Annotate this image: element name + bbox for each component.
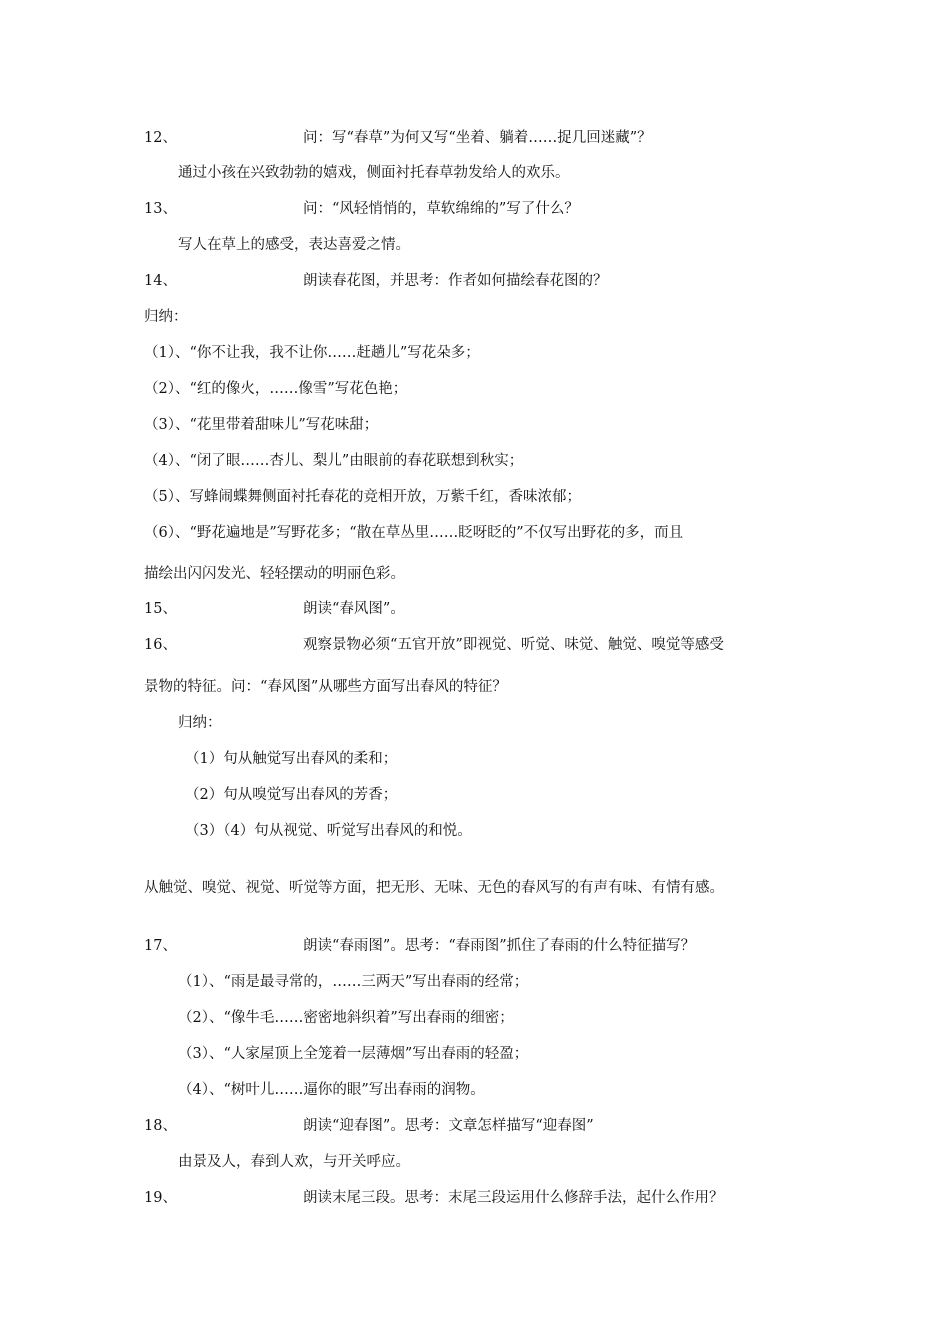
question-14: 朗读春花图，并思考：作者如何描绘春花图的？ — [303, 273, 608, 289]
answer-14-point: （2）、“红的像火，……像雪”写花色艳； — [144, 381, 408, 397]
answer-17-point: （1）、“雨是最寻常的，……三两天”写出春雨的经常； — [178, 974, 529, 990]
answer-16-point: （1）句从触觉写出春风的柔和； — [185, 751, 398, 767]
question-16: 观察景物必须“五官开放”即视觉、听觉、味觉、触觉、嗅觉等感受 — [303, 637, 724, 653]
answer-13: 写人在草上的感受，表达喜爱之情。 — [178, 237, 410, 253]
question-13: 问：“风轻悄悄的，草软绵绵的”写了什么？ — [303, 201, 579, 217]
item-number-13: 13、 — [144, 201, 177, 217]
answer-14-point: （1）、“你不让我，我不让你……赶趟儿”写花朵多； — [144, 345, 480, 361]
answer-16-summary: 从触觉、嗅觉、视觉、听觉等方面，把无形、无味、无色的春风写的有声有味、有情有感。 — [144, 880, 724, 896]
summary-label-16: 归纳： — [178, 715, 222, 731]
item-number-14: 14、 — [144, 273, 177, 289]
item-number-18: 18、 — [144, 1118, 177, 1134]
question-16-continued: 景物的特征。问：“春风图”从哪些方面写出春风的特征？ — [144, 679, 507, 695]
answer-14-point: （4）、“闭了眼……杏儿、梨儿”由眼前的春花联想到秋实； — [144, 453, 524, 469]
answer-14-point: （6）、“野花遍地是”写野花多；“散在草丛里……眨呀眨的”不仅写出野花的多，而且 — [144, 525, 684, 541]
item-number-17: 17、 — [144, 938, 177, 954]
answer-17-point: （3）、“人家屋顶上全笼着一层薄烟”写出春雨的轻盈； — [178, 1046, 529, 1062]
answer-14-point-continued: 描绘出闪闪发光、轻轻摆动的明丽色彩。 — [144, 566, 405, 582]
answer-18: 由景及人，春到人欢，与开关呼应。 — [178, 1154, 410, 1170]
answer-17-point: （2）、“像牛毛……密密地斜织着”写出春雨的细密； — [178, 1010, 514, 1026]
item-number-12: 12、 — [144, 130, 177, 146]
answer-14-point: （5）、写蜂闹蝶舞侧面衬托春花的竞相开放，万紫千红，香味浓郁； — [144, 489, 581, 505]
question-19: 朗读末尾三段。思考：末尾三段运用什么修辞手法，起什么作用？ — [303, 1190, 724, 1206]
summary-label-14: 归纳： — [144, 309, 188, 325]
answer-12: 通过小孩在兴致勃勃的嬉戏，侧面衬托春草勃发给人的欢乐。 — [178, 165, 570, 181]
answer-14-point: （3）、“花里带着甜味儿”写花味甜； — [144, 417, 379, 433]
question-12: 问：写“春草”为何又写“坐着、躺着……捉几回迷藏”？ — [303, 130, 652, 146]
question-15: 朗读“春风图”。 — [303, 601, 405, 617]
item-number-16: 16、 — [144, 637, 177, 653]
question-18: 朗读“迎春图”。思考：文章怎样描写“迎春图” — [303, 1118, 594, 1134]
answer-16-point: （3）（4）句从视觉、听觉写出春风的和悦。 — [185, 823, 472, 839]
question-17: 朗读“春雨图”。思考：“春雨图”抓住了春雨的什么特征描写？ — [303, 938, 696, 954]
answer-17-point: （4）、“树叶儿……逼你的眼”写出春雨的润物。 — [178, 1082, 485, 1098]
answer-16-point: （2）句从嗅觉写出春风的芳香； — [185, 787, 398, 803]
item-number-19: 19、 — [144, 1190, 177, 1206]
item-number-15: 15、 — [144, 601, 177, 617]
